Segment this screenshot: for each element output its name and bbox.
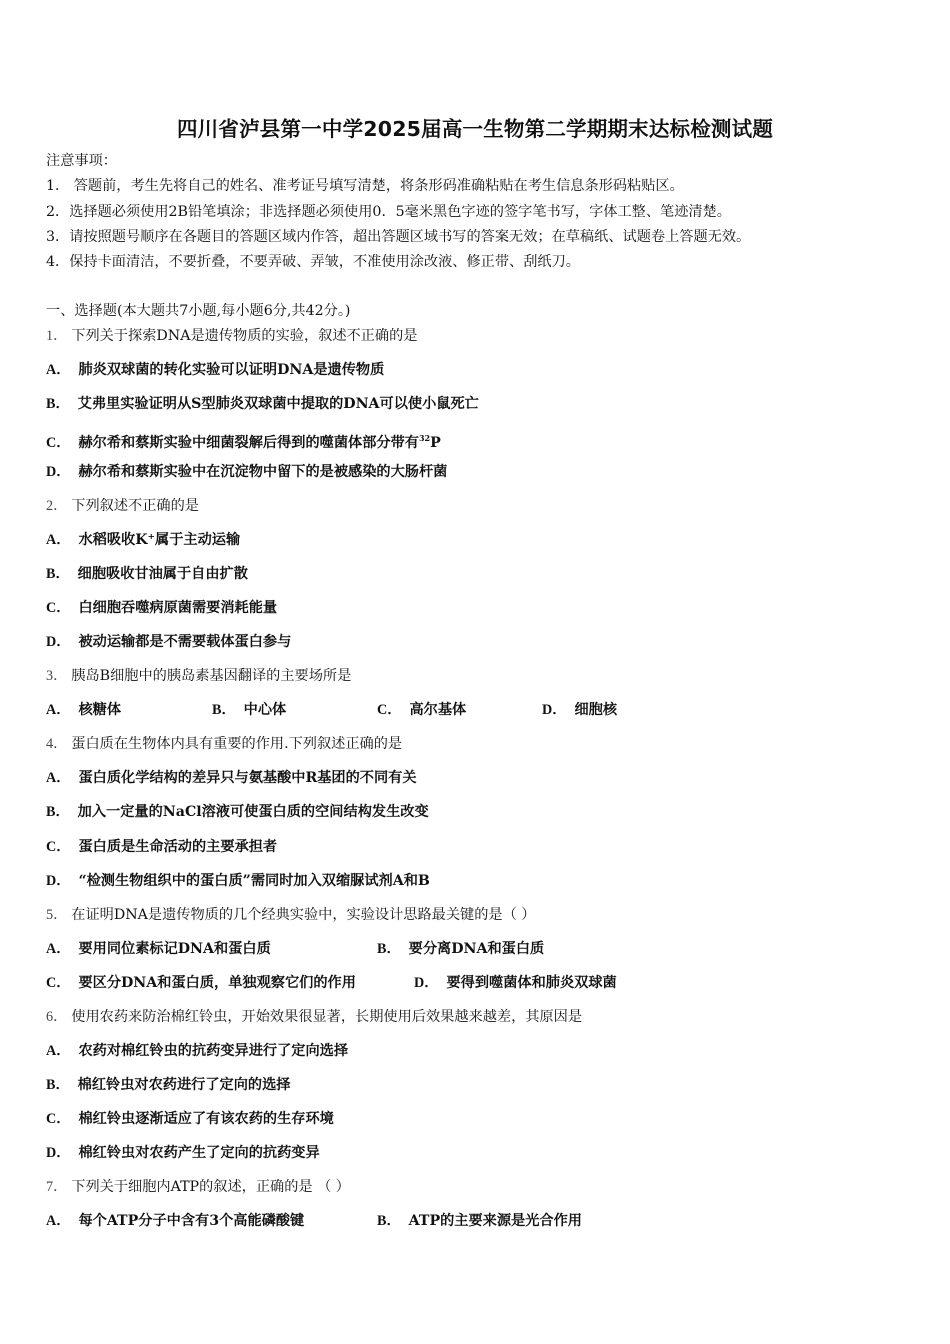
option-label: C． — [46, 600, 71, 616]
option-label: A． — [46, 702, 71, 718]
q3-option-a[interactable] — [46, 700, 121, 720]
q1-option-b[interactable] — [46, 394, 479, 414]
q6-option-b[interactable] — [46, 1075, 290, 1095]
option-text: 细胞吸收甘油属于自由扩散 — [77, 566, 248, 582]
q4-option-c[interactable] — [46, 837, 277, 857]
option-label: B． — [46, 804, 70, 820]
question-6 — [46, 1007, 582, 1027]
option-text: 农药对棉红铃虫的抗药变异进行了定向选择 — [78, 1043, 349, 1059]
option-text: 赫尔希和蔡斯实验中在沉淀物中留下的是被感染的大肠杆菌 — [78, 464, 448, 480]
option-text: 要区分DNA和蛋白质，单独观察它们的作用 — [78, 975, 356, 991]
q2-option-a[interactable] — [46, 530, 240, 550]
question-stem: 下列关于探索DNA是遗传物质的实验，叙述不正确的是 — [71, 328, 418, 344]
option-text: 棉红铃虫对农药产生了定向的抗药变异 — [78, 1145, 320, 1161]
superscript: 32 — [418, 433, 431, 443]
q1-option-c[interactable] — [46, 428, 441, 453]
option-label: C． — [46, 839, 71, 855]
question-number: 1． — [46, 328, 68, 344]
option-text: 肺炎双球菌的转化实验可以证明DNA是遗传物质 — [78, 362, 385, 378]
question-number: 4． — [46, 736, 68, 752]
option-text: 白细胞吞噬病原菌需要消耗能量 — [78, 600, 278, 616]
q5-option-a[interactable] — [46, 939, 271, 959]
q6-option-a[interactable] — [46, 1041, 348, 1061]
question-number: 6． — [46, 1009, 68, 1025]
q4-option-a[interactable] — [46, 768, 417, 788]
option-text-tail: P — [430, 435, 441, 451]
option-label: B． — [46, 396, 70, 412]
q3-option-d[interactable] — [542, 700, 617, 720]
q3-option-c[interactable] — [377, 700, 466, 720]
page-title: 四川省泸县第一中学2025届高一生物第二学期期末达标检测试题 — [176, 117, 774, 141]
question-number: 3． — [46, 668, 68, 684]
option-text: 要用同位素标记DNA和蛋白质 — [78, 941, 271, 957]
section-heading: 一、选择题(本大题共7小题,每小题6分,共42分。) — [46, 303, 351, 319]
option-text: 水稻吸收K⁺属于主动运输 — [78, 532, 241, 548]
option-text: 要得到噬菌体和肺炎双球菌 — [446, 975, 617, 991]
q6-option-c[interactable] — [46, 1109, 334, 1129]
question-1 — [46, 326, 417, 346]
option-text: 核糖体 — [78, 702, 122, 718]
option-label: A． — [46, 941, 71, 957]
option-label: A． — [46, 1213, 71, 1229]
question-stem: 在证明DNA是遗传物质的几个经典实验中，实验设计思路最关键的是（ ） — [71, 907, 536, 923]
option-label: D． — [46, 464, 71, 480]
question-5 — [46, 905, 535, 925]
option-text: 蛋白质是生命活动的主要承担者 — [78, 839, 278, 855]
option-text: “检测生物组织中的蛋白质”需同时加入双缩脲试剂A和B — [78, 873, 430, 889]
option-text: 被动运输都是不需要载体蛋白参与 — [78, 634, 292, 650]
q2-option-d[interactable] — [46, 632, 291, 652]
option-label: C． — [46, 1111, 71, 1127]
notice-item-3: 3．请按照题号顺序在各题目的答题区域内作答，超出答题区域书写的答案无效；在草稿纸、试题卷上答题无效。 — [46, 229, 751, 245]
option-label: A． — [46, 362, 71, 378]
q2-option-c[interactable] — [46, 598, 277, 618]
q5-option-b[interactable] — [377, 939, 544, 959]
option-text: 艾弗里实验证明从S型肺炎双球菌中提取的DNA可以使小鼠死亡 — [77, 396, 479, 412]
option-label: D． — [542, 702, 567, 718]
q1-option-a[interactable] — [46, 360, 384, 380]
option-label: B． — [46, 566, 70, 582]
question-stem: 蛋白质在生物体内具有重要的作用.下列叙述正确的是 — [71, 736, 403, 752]
option-text: 要分离DNA和蛋白质 — [408, 941, 545, 957]
option-label: D． — [414, 975, 439, 991]
option-label: A． — [46, 1043, 71, 1059]
notice-heading: 注意事项： — [46, 153, 117, 169]
q7-option-b[interactable] — [377, 1211, 582, 1231]
notice-item-1: 1． 答题前，考生先将自己的姓名、准考证号填写清楚，将条形码准确粘贴在考生信息条形码粘贴区。 — [46, 178, 684, 194]
option-label: B． — [377, 1213, 401, 1229]
option-label: C． — [46, 975, 71, 991]
option-text: 加入一定量的NaCl溶液可使蛋白质的空间结构发生改变 — [77, 804, 429, 820]
option-text: 赫尔希和蔡斯实验中细菌裂解后得到的噬菌体部分带有 — [78, 435, 419, 451]
option-label: D． — [46, 873, 71, 889]
notice-item-2: 2．选择题必须使用2B铅笔填涂；非选择题必须使用0．5毫米黑色字迹的签字笔书写，字体工整、笔迹清楚。 — [46, 204, 731, 220]
question-7 — [46, 1177, 350, 1197]
option-text: ATP的主要来源是光合作用 — [408, 1213, 582, 1229]
option-text: 棉红铃虫逐渐适应了有该农药的生存环境 — [78, 1111, 334, 1127]
option-label: A． — [46, 770, 71, 786]
option-label: B． — [212, 702, 236, 718]
option-label: A． — [46, 532, 71, 548]
option-label: C． — [46, 435, 71, 451]
option-text: 蛋白质化学结构的差异只与氨基酸中R基团的不同有关 — [78, 770, 417, 786]
question-number: 5． — [46, 907, 68, 923]
q5-option-c[interactable] — [46, 973, 356, 993]
question-stem: 下列关于细胞内ATP的叙述，正确的是 （ ） — [71, 1179, 350, 1195]
question-stem: 使用农药来防治棉红铃虫，开始效果很显著，长期使用后效果越来越差，其原因是 — [71, 1009, 583, 1025]
option-text: 棉红铃虫对农药进行了定向的选择 — [77, 1077, 291, 1093]
question-number: 2． — [46, 498, 68, 514]
option-text: 细胞核 — [574, 702, 618, 718]
q4-option-d[interactable] — [46, 871, 430, 891]
option-label: C． — [377, 702, 402, 718]
question-2 — [46, 496, 199, 516]
option-text: 每个ATP分子中含有3个高能磷酸键 — [78, 1213, 305, 1229]
question-3 — [46, 666, 351, 686]
question-stem: 胰岛B细胞中的胰岛素基因翻译的主要场所是 — [71, 668, 352, 684]
question-4 — [46, 734, 402, 754]
q7-option-a[interactable] — [46, 1211, 304, 1231]
q1-option-d[interactable] — [46, 462, 447, 482]
option-text: 中心体 — [243, 702, 287, 718]
option-label: D． — [46, 634, 71, 650]
notice-item-4: 4．保持卡面清洁，不要折叠，不要弄破、弄皱，不准使用涂改液、修正带、刮纸刀。 — [46, 254, 580, 270]
option-label: B． — [46, 1077, 70, 1093]
q2-option-b[interactable] — [46, 564, 248, 584]
option-label: D． — [46, 1145, 71, 1161]
option-text: 高尔基体 — [409, 702, 467, 718]
q4-option-b[interactable] — [46, 802, 429, 822]
q3-option-b[interactable] — [212, 700, 286, 720]
question-number: 7． — [46, 1179, 68, 1195]
q5-option-d[interactable] — [414, 973, 617, 993]
q6-option-d[interactable] — [46, 1143, 320, 1163]
option-label: B． — [377, 941, 401, 957]
question-stem: 下列叙述不正确的是 — [71, 498, 199, 514]
